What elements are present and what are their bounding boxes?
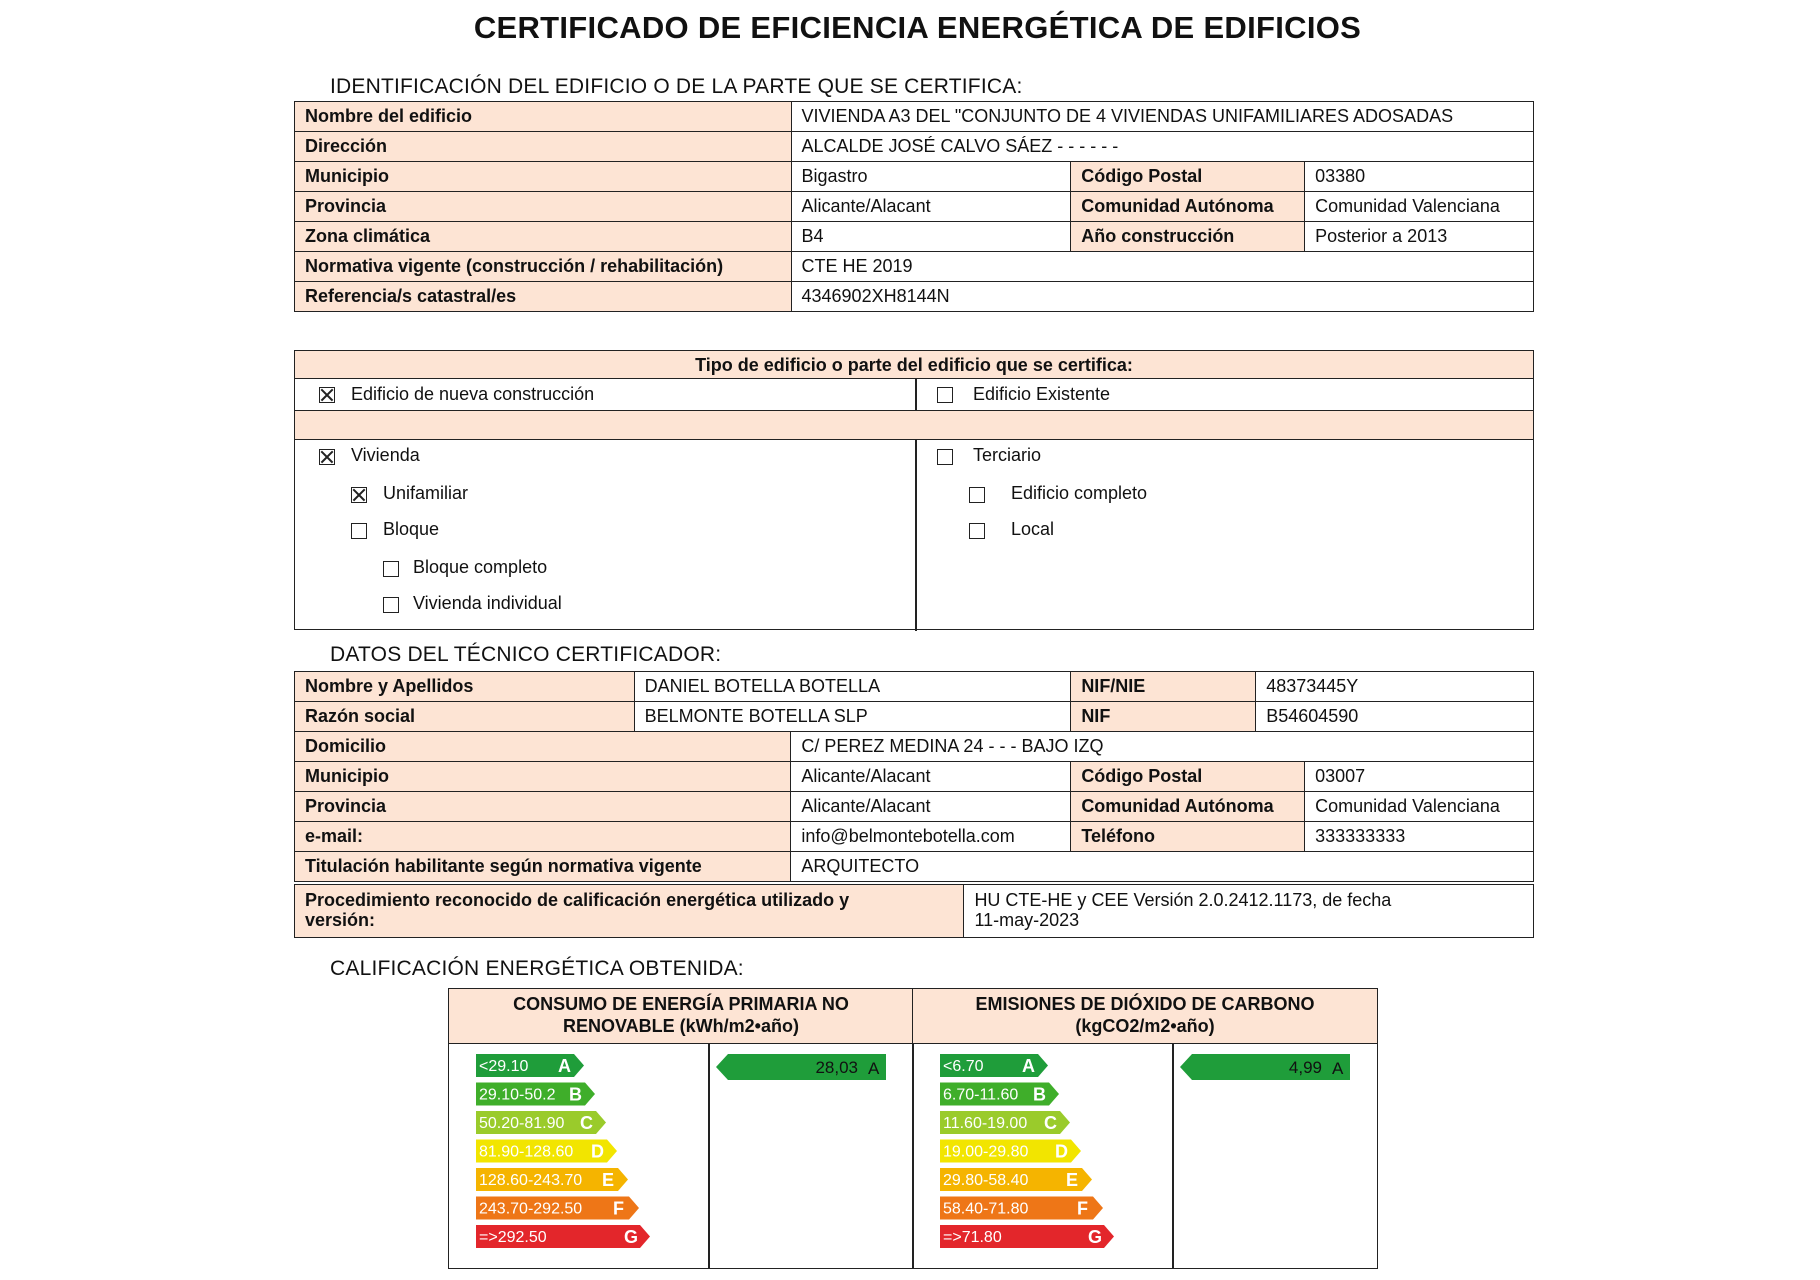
vivienda-individual-checkbox[interactable] bbox=[383, 597, 399, 613]
nombre-apellidos-value: DANIEL BOTELLA BOTELLA bbox=[634, 672, 1071, 702]
identificacion-table bbox=[294, 101, 1534, 312]
nif-nie-label: NIF/NIE bbox=[1071, 672, 1256, 702]
nombre-edificio-value: VIVIENDA A3 DEL "CONJUNTO DE 4 VIVIENDAS UNIFAMILIARES ADOSADAS bbox=[791, 102, 1534, 132]
email-value: info@belmontebotella.com bbox=[791, 822, 1071, 852]
table-row bbox=[295, 852, 1534, 882]
normativa-label: Normativa vigente (construcción / rehabilitación) bbox=[295, 252, 792, 282]
emisiones-letter-a: A bbox=[1022, 1056, 1035, 1076]
direccion-value: ALCALDE JOSÉ CALVO SÁEZ - - - - - - bbox=[791, 132, 1534, 162]
razon-social-value: BELMONTE BOTELLA SLP bbox=[634, 702, 1071, 732]
vivienda-checkbox[interactable] bbox=[319, 449, 335, 465]
table-row bbox=[295, 762, 1534, 792]
email-label: e-mail: bbox=[295, 822, 791, 852]
nueva-construccion-checkbox[interactable] bbox=[319, 387, 335, 403]
table-row bbox=[295, 132, 1534, 162]
bloque-completo-checkbox[interactable] bbox=[383, 561, 399, 577]
emisiones-range-a: <6.70 bbox=[943, 1058, 984, 1075]
consumo-letter-a: A bbox=[558, 1056, 571, 1076]
emisiones-letter-c: C bbox=[1044, 1113, 1057, 1133]
domicilio-label: Domicilio bbox=[295, 732, 791, 762]
codigo-postal-value: 03380 bbox=[1305, 162, 1534, 192]
table-row bbox=[295, 252, 1534, 282]
tecnico-provincia-value: Alicante/Alacant bbox=[791, 792, 1071, 822]
emisiones-result-letter: A bbox=[1332, 1059, 1344, 1078]
rating-panel bbox=[448, 988, 1378, 1268]
unifamiliar-label: Unifamiliar bbox=[383, 483, 469, 503]
divider-band bbox=[295, 410, 1533, 440]
emisiones-letter-f: F bbox=[1077, 1198, 1088, 1219]
consumo-letter-f: F bbox=[613, 1198, 624, 1219]
zona-climatica-label: Zona climática bbox=[295, 222, 792, 252]
emisiones-range-f: 58.40-71.80 bbox=[943, 1200, 1029, 1218]
municipio-label: Municipio bbox=[295, 162, 792, 192]
unifamiliar-checkbox[interactable] bbox=[351, 487, 367, 503]
vivienda-individual-label: Vivienda individual bbox=[413, 593, 562, 613]
tecnico-table bbox=[294, 671, 1534, 882]
document-title: CERTIFICADO DE EFICIENCIA ENERGÉTICA DE EDIFICIOS bbox=[473, 10, 1362, 45]
table-row bbox=[295, 702, 1534, 732]
procedimiento-table bbox=[294, 884, 1534, 938]
emisiones-range-e: 29.80-58.40 bbox=[943, 1172, 1029, 1189]
telefono-label: Teléfono bbox=[1071, 822, 1305, 852]
consumo-range-b: 29.10-50.2 bbox=[479, 1086, 556, 1104]
procedimiento-value bbox=[964, 885, 1534, 938]
procedimiento-value-line-1: HU CTE-HE y CEE Versión 2.0.2412.1173, de fecha bbox=[974, 890, 1392, 911]
emisiones-result-arrow bbox=[1180, 1054, 1350, 1080]
tipo-edificio-heading: Tipo de edificio o parte del edificio que se certifica: bbox=[295, 351, 1533, 379]
municipio-value: Bigastro bbox=[791, 162, 1071, 192]
emisiones-result bbox=[1180, 1054, 1370, 1094]
referencia-catastral-value: 4346902XH8144N bbox=[791, 282, 1534, 312]
ano-construccion-value: Posterior a 2013 bbox=[1305, 222, 1534, 252]
divider bbox=[708, 1044, 710, 1269]
emisiones-range-g: =>71.80 bbox=[943, 1229, 1002, 1246]
consumo-header bbox=[448, 988, 914, 1044]
emisiones-letter-d: D bbox=[1055, 1141, 1068, 1162]
consumo-letter-e: E bbox=[602, 1170, 615, 1190]
identificacion-heading: IDENTIFICACIÓN DEL EDIFICIO O DE LA PARTE QUE SE CERTIFICA: bbox=[330, 75, 1023, 98]
table-row bbox=[295, 222, 1534, 252]
table-row bbox=[295, 192, 1534, 222]
table-row bbox=[295, 162, 1534, 192]
titulacion-label: Titulación habilitante según normativa vigente bbox=[295, 852, 791, 882]
edificio-completo-label: Edificio completo bbox=[1011, 483, 1148, 503]
ano-construccion-label: Año construcción bbox=[1071, 222, 1305, 252]
tecnico-municipio-value: Alicante/Alacant bbox=[791, 762, 1071, 792]
consumo-letter-b: B bbox=[569, 1084, 582, 1105]
razon-social-label: Razón social bbox=[295, 702, 635, 732]
table-row bbox=[295, 282, 1534, 312]
emisiones-title-line-1: EMISIONES DE DIÓXIDO DE CARBONO bbox=[975, 994, 1315, 1014]
divider bbox=[915, 379, 917, 410]
tecnico-comunidad-value: Comunidad Valenciana bbox=[1305, 792, 1534, 822]
edificio-existente-label: Edificio Existente bbox=[973, 384, 1111, 404]
nombre-edificio-label: Nombre del edificio bbox=[295, 102, 792, 132]
nif-nie-value: 48373445Y bbox=[1256, 672, 1534, 702]
nif-label: NIF bbox=[1071, 702, 1256, 732]
consumo-scale bbox=[476, 1054, 706, 1259]
tecnico-municipio-label: Municipio bbox=[295, 762, 791, 792]
consumo-range-d: 81.90-128.60 bbox=[479, 1143, 574, 1161]
nombre-apellidos-label: Nombre y Apellidos bbox=[295, 672, 635, 702]
emisiones-result-value: 4,99 bbox=[1288, 1058, 1322, 1077]
tecnico-codigo-postal-value: 03007 bbox=[1305, 762, 1534, 792]
consumo-result-arrow bbox=[716, 1054, 886, 1080]
procedimiento-value-line-2: 11-may-2023 bbox=[974, 910, 1080, 930]
bloque-completo-label: Bloque completo bbox=[413, 557, 548, 577]
local-checkbox[interactable] bbox=[969, 523, 985, 539]
zona-climatica-value: B4 bbox=[791, 222, 1071, 252]
tipo-edificio-box bbox=[294, 350, 1534, 630]
consumo-letter-g: G bbox=[624, 1227, 639, 1247]
table-row bbox=[295, 792, 1534, 822]
divider bbox=[912, 1044, 914, 1269]
procedimiento-label-line-2: versión: bbox=[305, 910, 376, 930]
consumo-letter-c: C bbox=[580, 1113, 593, 1133]
emisiones-letter-g: G bbox=[1088, 1227, 1103, 1247]
domicilio-value: C/ PEREZ MEDINA 24 - - - BAJO IZQ bbox=[791, 732, 1534, 762]
edificio-existente-checkbox[interactable] bbox=[937, 387, 953, 403]
bloque-checkbox[interactable] bbox=[351, 523, 367, 539]
certificate-page bbox=[280, 0, 1555, 1280]
telefono-value: 333333333 bbox=[1305, 822, 1534, 852]
table-row bbox=[295, 822, 1534, 852]
table-row bbox=[295, 885, 1534, 938]
calificacion-heading: CALIFICACIÓN ENERGÉTICA OBTENIDA: bbox=[330, 957, 744, 980]
divider bbox=[915, 440, 917, 631]
provincia-value: Alicante/Alacant bbox=[791, 192, 1071, 222]
divider bbox=[1172, 1044, 1174, 1269]
emisiones-letter-e: E bbox=[1066, 1170, 1079, 1190]
local-label: Local bbox=[1011, 519, 1055, 539]
emisiones-letter-b: B bbox=[1033, 1084, 1046, 1105]
direccion-label: Dirección bbox=[295, 132, 792, 162]
table-row bbox=[295, 102, 1534, 132]
nif-value: B54604590 bbox=[1256, 702, 1534, 732]
provincia-label: Provincia bbox=[295, 192, 792, 222]
consumo-range-a: <29.10 bbox=[479, 1058, 529, 1075]
consumo-title-line-2: RENOVABLE (kWh/m2•año) bbox=[563, 1016, 799, 1036]
procedimiento-label-line-1: Procedimiento reconocido de calificación energética utilizado y bbox=[305, 890, 850, 911]
consumo-range-c: 50.20-81.90 bbox=[479, 1115, 565, 1132]
consumo-result-value: 28,03 bbox=[815, 1058, 858, 1077]
consumo-range-g: =>292.50 bbox=[479, 1229, 547, 1246]
emisiones-header bbox=[912, 988, 1378, 1044]
tecnico-comunidad-label: Comunidad Autónoma bbox=[1071, 792, 1305, 822]
titulacion-value: ARQUITECTO bbox=[791, 852, 1534, 882]
tecnico-codigo-postal-label: Código Postal bbox=[1071, 762, 1305, 792]
codigo-postal-label: Código Postal bbox=[1071, 162, 1305, 192]
emisiones-range-b: 6.70-11.60 bbox=[943, 1086, 1019, 1104]
consumo-result-letter: A bbox=[868, 1059, 880, 1078]
bloque-label: Bloque bbox=[383, 519, 440, 539]
table-row bbox=[295, 672, 1534, 702]
nueva-construccion-label: Edificio de nueva construcción bbox=[351, 384, 595, 404]
consumo-result bbox=[716, 1054, 906, 1094]
normativa-value: CTE HE 2019 bbox=[791, 252, 1534, 282]
comunidad-label: Comunidad Autónoma bbox=[1071, 192, 1305, 222]
vivienda-label: Vivienda bbox=[351, 445, 420, 465]
emisiones-title-line-2: (kgCO2/m2•año) bbox=[1075, 1016, 1215, 1036]
tecnico-provincia-label: Provincia bbox=[295, 792, 791, 822]
tecnico-heading: DATOS DEL TÉCNICO CERTIFICADOR: bbox=[330, 643, 722, 666]
emisiones-range-d: 19.00-29.80 bbox=[943, 1143, 1029, 1161]
referencia-catastral-label: Referencia/s catastral/es bbox=[295, 282, 792, 312]
consumo-letter-d: D bbox=[591, 1141, 604, 1162]
emisiones-scale bbox=[940, 1054, 1170, 1259]
consumo-range-f: 243.70-292.50 bbox=[479, 1200, 583, 1218]
table-row bbox=[295, 732, 1534, 762]
procedimiento-label bbox=[295, 885, 964, 938]
terciario-label: Terciario bbox=[973, 445, 1042, 465]
terciario-checkbox[interactable] bbox=[937, 449, 953, 465]
edificio-completo-checkbox[interactable] bbox=[969, 487, 985, 503]
consumo-range-e: 128.60-243.70 bbox=[479, 1172, 583, 1189]
comunidad-value: Comunidad Valenciana bbox=[1305, 192, 1534, 222]
emisiones-range-c: 11.60-19.00 bbox=[943, 1115, 1028, 1132]
consumo-title-line-1: CONSUMO DE ENERGÍA PRIMARIA NO bbox=[513, 994, 849, 1014]
